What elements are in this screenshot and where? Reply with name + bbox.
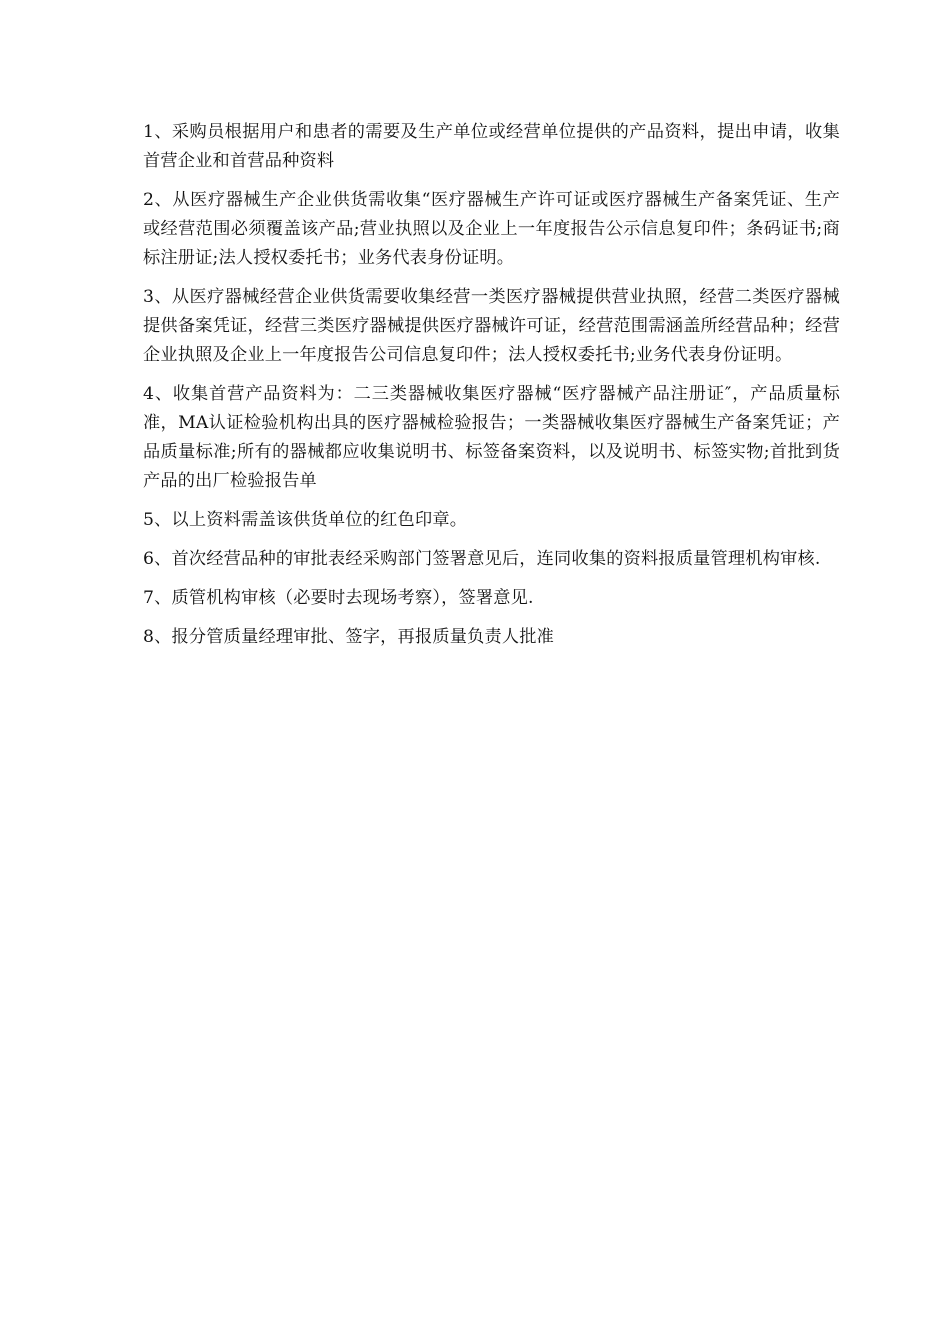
paragraph-8: 8、报分管质量经理审批、签字，再报质量负责人批准 [143, 627, 555, 647]
paragraph-6: 6、首次经营品种的审批表经采购部门签署意见后，连同收集的资料报质量管理机构审核. [143, 549, 821, 569]
paragraph-5: 5、以上资料需盖该供货单位的红色印章。 [143, 510, 468, 530]
paragraph-2: 2、从医疗器械生产企业供货需收集“医疗器械生产许可证或医疗器械生产备案凭证、生产或经营范围必须覆盖该产品;营业执照以及企业上一年度报告公示信息复印件；条码证书;商标注册证;法人授权委托书；业务代表身份证明。 [143, 190, 840, 268]
document-body [143, 118, 840, 662]
paragraph-1: 1、采购员根据用户和患者的需要及生产单位或经营单位提供的产品资料，提出申请，收集首营企业和首营品种资料 [143, 122, 840, 171]
paragraph-7: 7、质管机构审核（必要时去现场考察），签署意见. [143, 588, 534, 608]
paragraph-4: 4、收集首营产品资料为：二三类器械收集医疗器械“医疗器械产品注册证″，产品质量标准，MA认证检验机构出具的医疗器械检验报告；一类器械收集医疗器械生产备案凭证；产品质量标准;所有的器械都应收集说明书、标签备案资料，以及说明书、标签实物;首批到货产品的出厂检验报告单 [143, 384, 840, 491]
paragraph-3: 3、从医疗器械经营企业供货需要收集经营一类医疗器械提供营业执照，经营二类医疗器械提供备案凭证，经营三类医疗器械提供医疗器械许可证，经营范围需涵盖所经营品种；经营企业执照及企业上一年度报告公司信息复印件；法人授权委托书;业务代表身份证明。 [143, 287, 840, 365]
